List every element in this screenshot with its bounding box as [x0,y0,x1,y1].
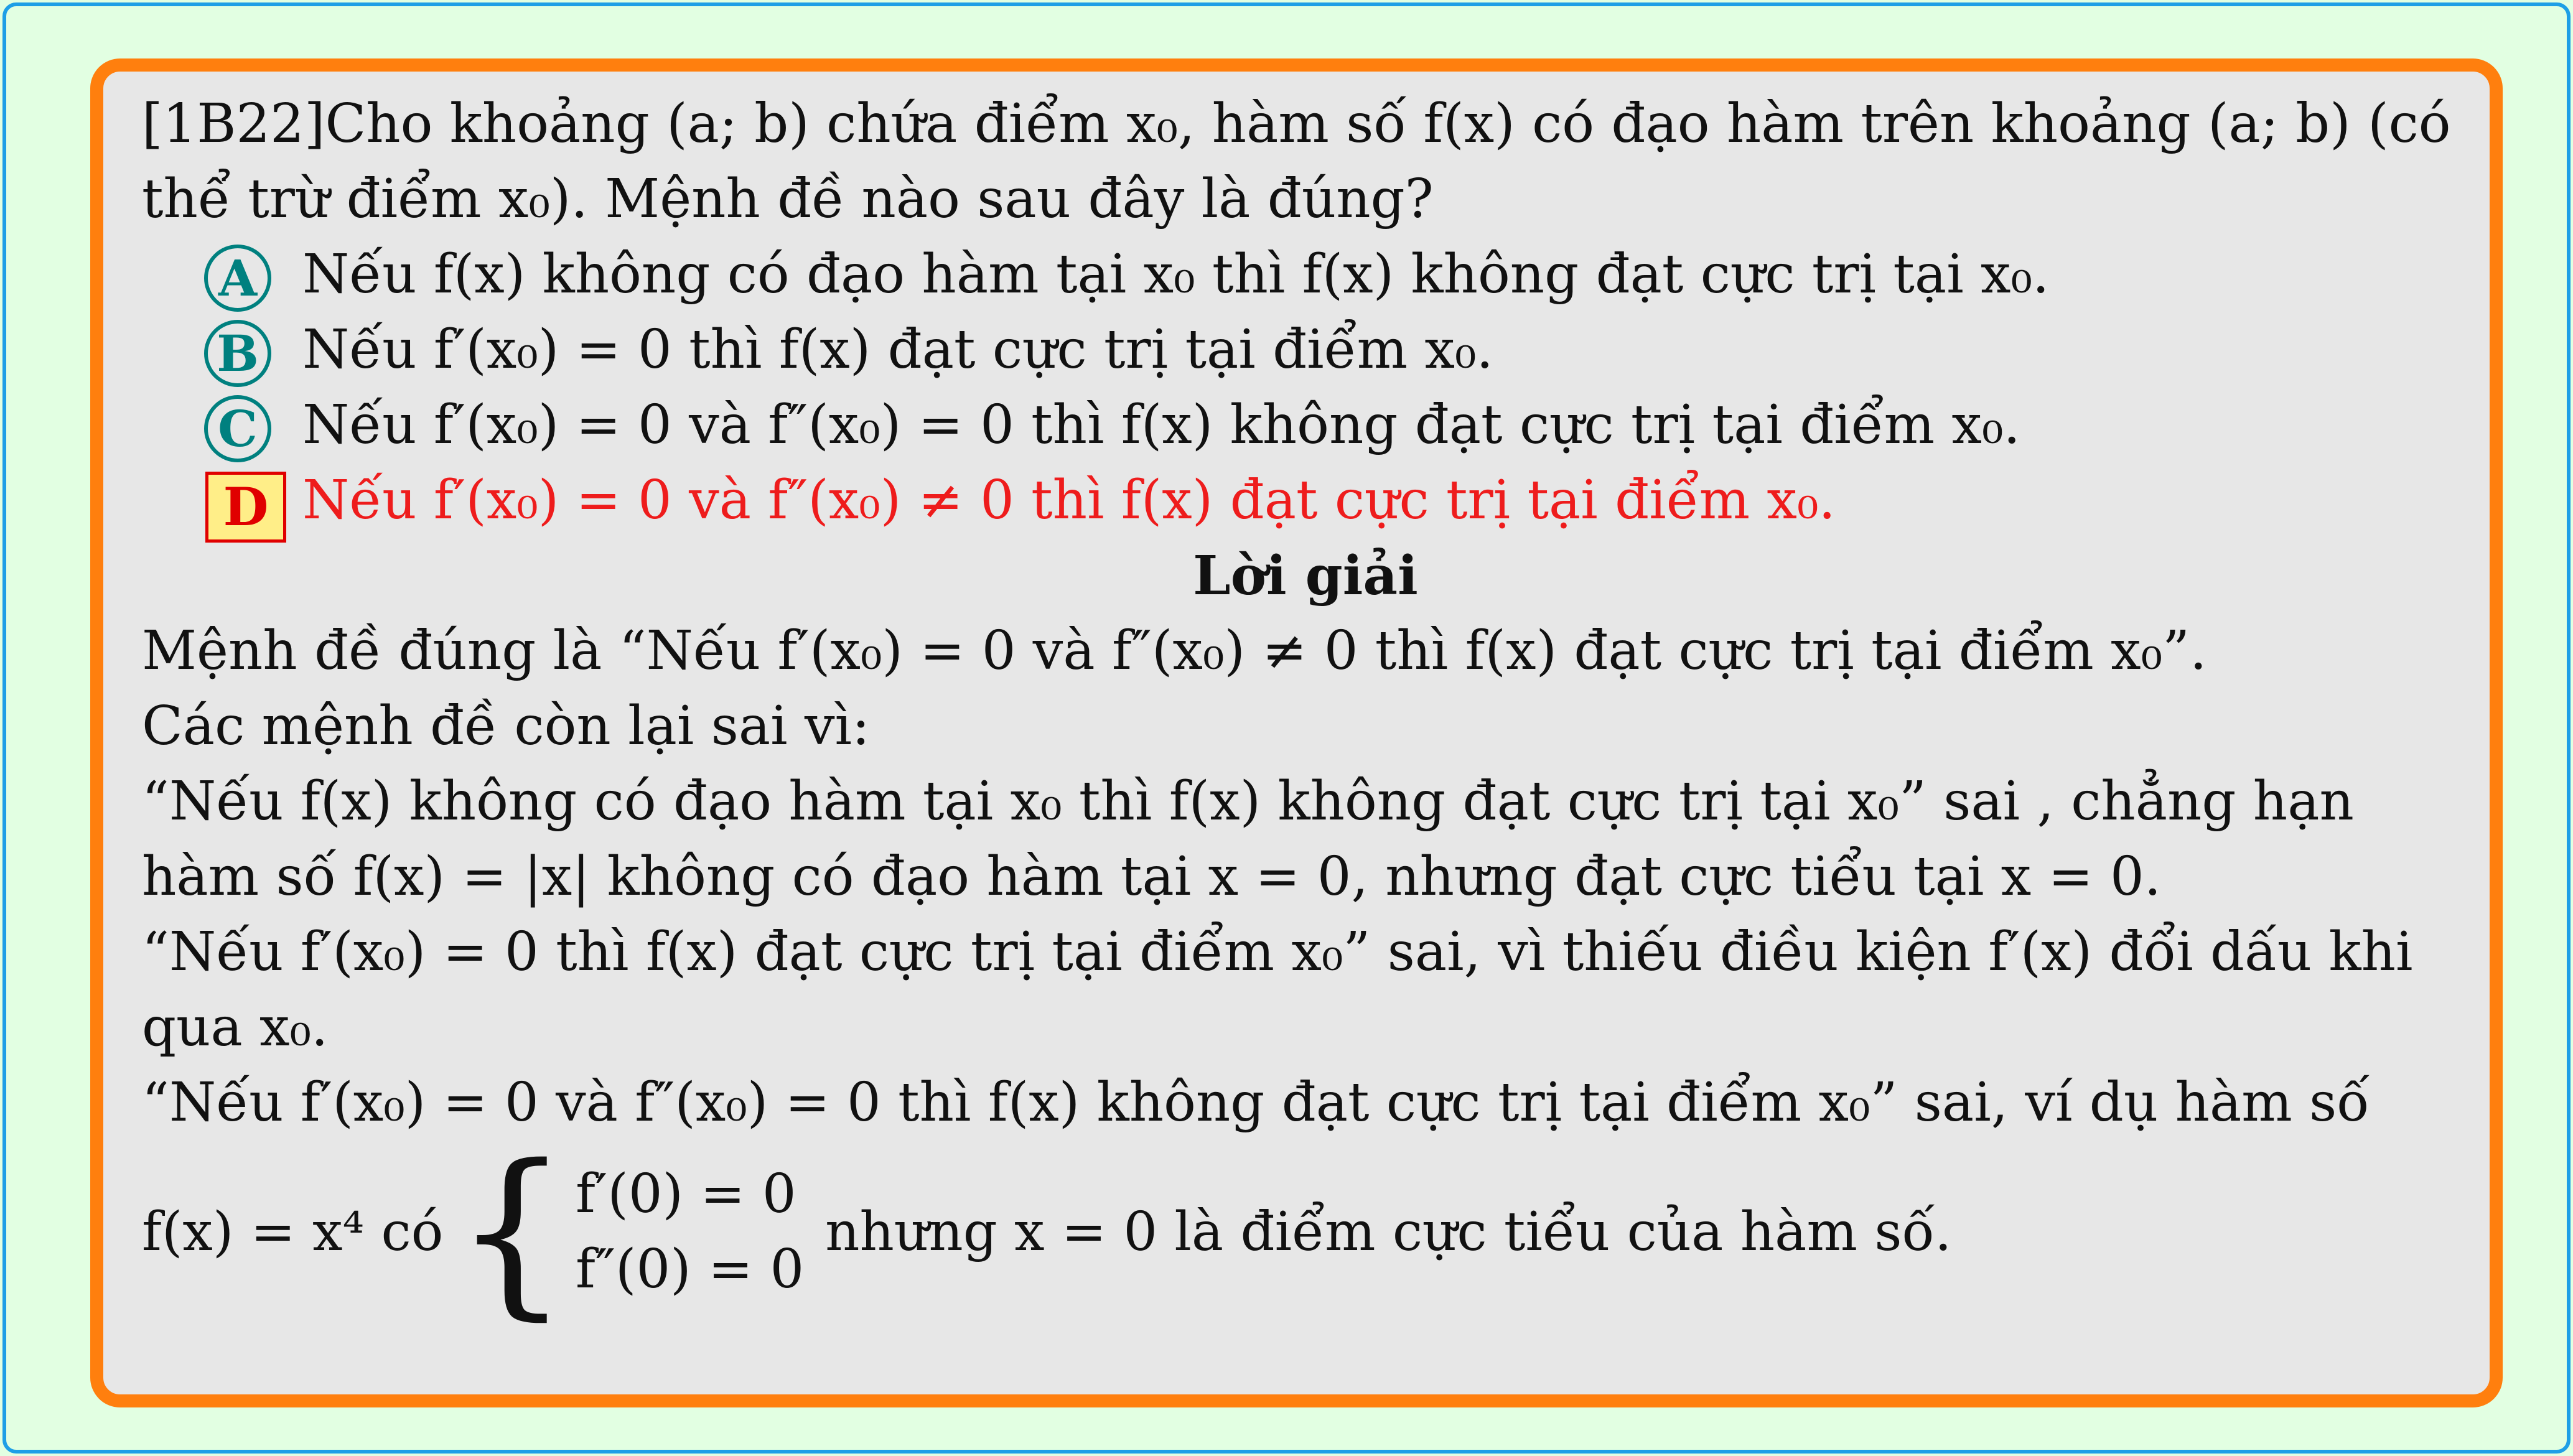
page-frame [2,2,2571,1454]
option-a-text: Nếu f(x) không có đạo hàm tại x₀ thì f(x) không đạt cực trị tại x₀. [302,243,2050,306]
system-eq-1: f′(0) = 0 [575,1163,796,1225]
option-a-badge: A [204,245,271,312]
equation-system-row [142,1127,2469,1337]
option-c-text: Nếu f′(x₀) = 0 và f″(x₀) = 0 thì f(x) không đạt cực trị tại điểm x₀. [302,394,2020,456]
solution-line: Các mệnh đề còn lại sai vì: [142,695,871,757]
final-suffix: nhưng x = 0 là điểm cực tiểu của hàm số. [825,1200,1952,1263]
option-d-text: Nếu f′(x₀) = 0 và f″(x₀) ≠ 0 thì f(x) đạt cực trị tại điểm x₀. [302,469,1836,531]
option-a[interactable] [142,237,2469,312]
system-eq-2: f″(0) = 0 [575,1238,805,1300]
solution-line: Mệnh đề đúng là “Nếu f′(x₀) = 0 và f″(x₀) ≠ 0 thì f(x) đạt cực trị tại điểm x₀”. [142,620,2207,682]
option-b[interactable] [142,312,2469,388]
option-d-badge: D [205,472,286,543]
option-b-text: Nếu f′(x₀) = 0 thì f(x) đạt cực trị tại điểm x₀. [302,319,1493,381]
option-b-badge: B [204,320,271,387]
solution-line: hàm số f(x) = |x| không có đạo hàm tại x = 0, nhưng đạt cực tiểu tại x = 0. [142,846,2162,908]
solution-line: “Nếu f′(x₀) = 0 và f″(x₀) = 0 thì f(x) không đạt cực trị tại điểm x₀” sai, ví dụ hàm số [142,1071,2370,1134]
final-prefix: f(x) = x⁴ có [142,1200,444,1263]
solution-heading: Lời giải [1193,544,1418,607]
solution-line: qua x₀. [142,996,329,1058]
option-d-correct[interactable] [142,463,2469,538]
card-content [142,86,2469,1337]
option-c-badge: C [204,395,271,462]
question-line-2: thể trừ điểm x₀). Mệnh đề nào sau đây là đúng? [142,168,1434,230]
question-card [90,58,2503,1407]
equation-system [576,1157,804,1307]
solution-line: “Nếu f′(x₀) = 0 thì f(x) đạt cực trị tại điểm x₀” sai, vì thiếu điều kiện f′(x) đổi dấu khi [142,921,2413,983]
question-line-1: [1B22]Cho khoảng (a; b) chứa điểm x₀, hàm số f(x) có đạo hàm trên khoảng (a; b) (có [142,93,2451,155]
option-c[interactable] [142,388,2469,463]
solution-line: “Nếu f(x) không có đạo hàm tại x₀ thì f(x) không đạt cực trị tại x₀” sai , chẳng hạn [142,770,2354,833]
left-brace: { [454,1127,569,1337]
